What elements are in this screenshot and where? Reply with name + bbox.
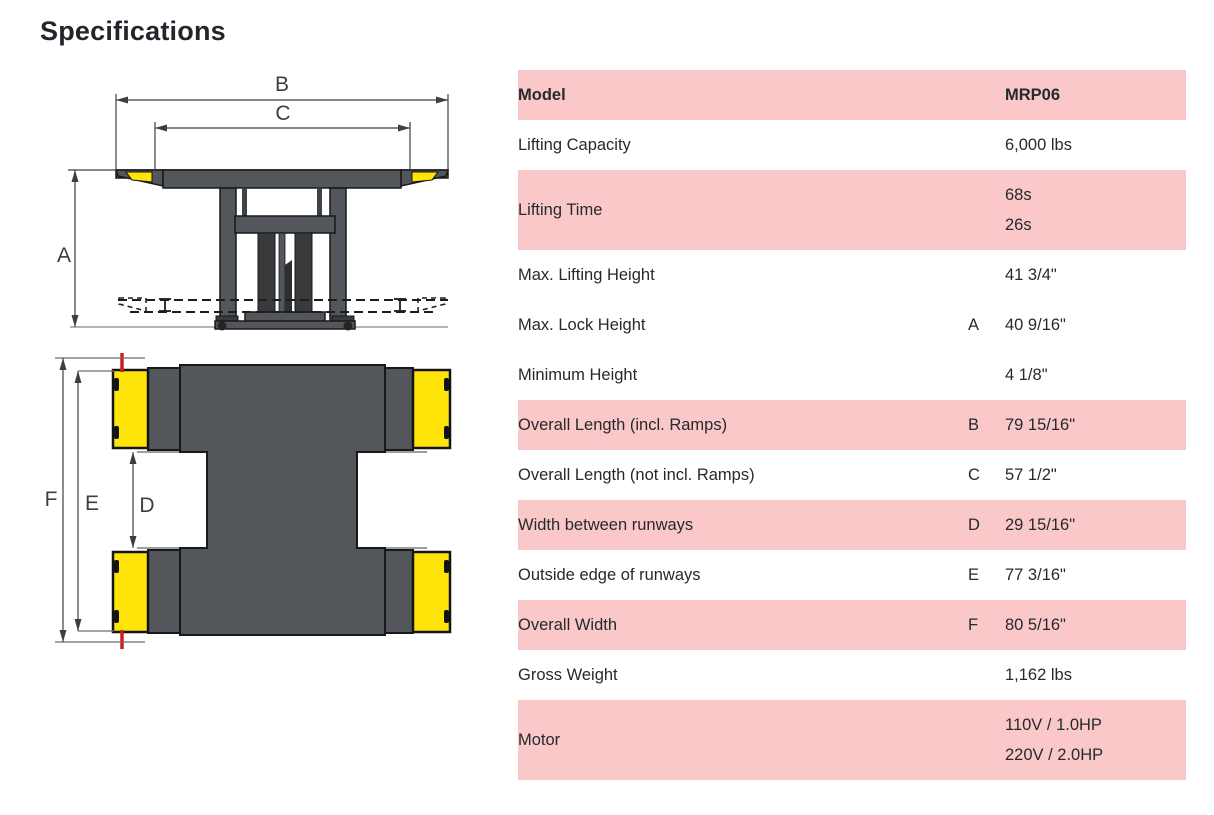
spec-value-line: 41 3/4" bbox=[1005, 266, 1057, 284]
dim-label-e: E bbox=[84, 492, 100, 515]
spec-dim-letter bbox=[968, 350, 1005, 400]
spec-value bbox=[1005, 550, 1186, 600]
dim-label-c: C bbox=[275, 102, 291, 125]
spec-label: Motor bbox=[518, 731, 561, 749]
plan-view bbox=[113, 353, 450, 649]
spec-dim-letter bbox=[968, 250, 1005, 300]
spec-value bbox=[1005, 700, 1186, 780]
spec-row bbox=[518, 500, 1186, 550]
spec-label: Outside edge of runways bbox=[518, 566, 701, 584]
dim-label-a: A bbox=[56, 244, 72, 267]
spec-value bbox=[1005, 120, 1186, 170]
front-view bbox=[70, 170, 448, 331]
spec-dim-letter bbox=[968, 170, 1005, 250]
spec-value-line: 29 15/16" bbox=[1005, 516, 1076, 534]
spec-dim-letter: F bbox=[968, 616, 979, 634]
spec-value-line: 77 3/16" bbox=[1005, 566, 1066, 584]
spec-dim-letter: B bbox=[968, 416, 980, 434]
spec-label: Overall Width bbox=[518, 616, 618, 634]
spec-value-line: 26s bbox=[1005, 216, 1032, 234]
spec-row bbox=[518, 170, 1186, 250]
spec-value-line: 80 5/16" bbox=[1005, 616, 1066, 634]
spec-row bbox=[518, 300, 1186, 350]
spec-table bbox=[518, 70, 1186, 780]
spec-row bbox=[518, 700, 1186, 780]
spec-dim-letter: A bbox=[968, 316, 980, 334]
spec-value bbox=[1005, 170, 1186, 250]
spec-label: Lifting Time bbox=[518, 201, 603, 219]
spec-row bbox=[518, 350, 1186, 400]
dim-label-b: B bbox=[274, 73, 290, 96]
spec-value-line: MRP06 bbox=[1005, 86, 1061, 104]
spec-dim-letter bbox=[968, 120, 1005, 170]
plan-body bbox=[180, 365, 385, 635]
spec-value bbox=[1005, 70, 1186, 120]
spec-label: Gross Weight bbox=[518, 666, 618, 684]
spec-value bbox=[1005, 400, 1186, 450]
spec-value-line: 40 9/16" bbox=[1005, 316, 1066, 334]
lift-diagram-svg bbox=[30, 60, 510, 670]
spec-label: Model bbox=[518, 86, 566, 104]
spec-row bbox=[518, 600, 1186, 650]
spec-header-row bbox=[518, 70, 1186, 120]
spec-row bbox=[518, 450, 1186, 500]
spec-label: Overall Length (incl. Ramps) bbox=[518, 416, 728, 434]
spec-value-line: 1,162 lbs bbox=[1005, 666, 1072, 684]
front-left-pad bbox=[126, 172, 152, 182]
spec-value bbox=[1005, 600, 1186, 650]
spec-row bbox=[518, 120, 1186, 170]
spec-label: Width between runways bbox=[518, 516, 694, 534]
spec-dim-letter bbox=[968, 650, 1005, 700]
spec-row bbox=[518, 550, 1186, 600]
spec-value bbox=[1005, 650, 1186, 700]
front-right-pad bbox=[412, 172, 438, 182]
spec-dim-letter: E bbox=[968, 566, 980, 584]
spec-value bbox=[1005, 250, 1186, 300]
spec-value bbox=[1005, 350, 1186, 400]
spec-value-line: 6,000 lbs bbox=[1005, 136, 1072, 154]
spec-row bbox=[518, 650, 1186, 700]
spec-dim-letter: D bbox=[968, 516, 980, 534]
dim-label-f: F bbox=[44, 488, 58, 511]
spec-value bbox=[1005, 300, 1186, 350]
spec-label: Overall Length (not incl. Ramps) bbox=[518, 466, 755, 484]
spec-value bbox=[1005, 450, 1186, 500]
spec-value-line: 4 1/8" bbox=[1005, 366, 1048, 384]
spec-label: Lifting Capacity bbox=[518, 136, 631, 154]
page-title: Specifications bbox=[40, 16, 226, 46]
spec-dim-letter bbox=[968, 700, 1005, 780]
spec-value bbox=[1005, 500, 1186, 550]
spec-value-line: 220V / 2.0HP bbox=[1005, 746, 1104, 764]
lift-diagram bbox=[30, 60, 510, 670]
spec-value-line: 57 1/2" bbox=[1005, 466, 1057, 484]
dim-label-d: D bbox=[139, 494, 155, 517]
spec-dim-letter: C bbox=[968, 466, 980, 484]
spec-label: Minimum Height bbox=[518, 366, 638, 384]
spec-value-line: 79 15/16" bbox=[1005, 416, 1076, 434]
spec-row bbox=[518, 400, 1186, 450]
spec-label: Max. Lock Height bbox=[518, 316, 646, 334]
spec-value-line: 110V / 1.0HP bbox=[1005, 716, 1102, 734]
spec-dim-letter bbox=[968, 70, 1005, 120]
spec-row bbox=[518, 250, 1186, 300]
spec-value-line: 68s bbox=[1005, 186, 1032, 204]
spec-label: Max. Lifting Height bbox=[518, 266, 655, 284]
